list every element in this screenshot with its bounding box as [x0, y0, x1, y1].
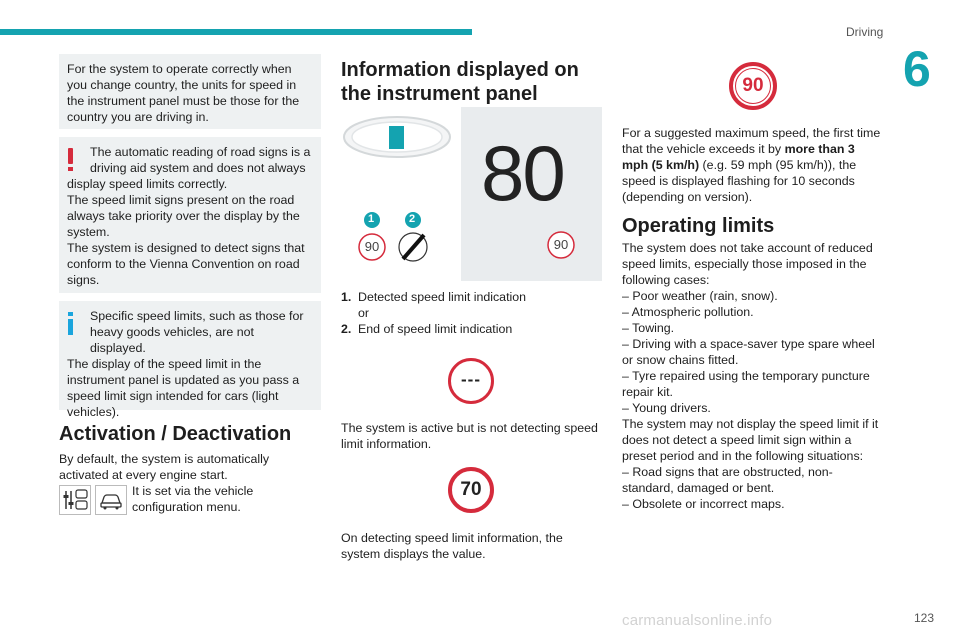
marker-1: 1	[368, 213, 375, 225]
inactive-text: The system is active but is not detecting speed limit information.	[341, 421, 598, 451]
config-paragraph	[132, 483, 322, 515]
chapter-number: 6	[903, 41, 931, 97]
list-item: – Towing.	[622, 321, 675, 335]
list-item: – Tyre repaired using the temporary puncture repair kit.	[622, 369, 870, 399]
cluster-speed-value: 80	[481, 129, 564, 217]
list-item: – Young drivers.	[622, 401, 711, 415]
config-text: It is set via the vehicle configuration menu.	[132, 484, 254, 514]
no-speed-sign-icon: ---	[448, 358, 494, 404]
marker-2: 2	[409, 213, 416, 225]
list-item: – Obsolete or incorrect maps.	[622, 497, 785, 511]
warning-line: display speed limits correctly.	[67, 177, 228, 191]
speed-sign-90-icon: 90	[729, 62, 777, 110]
legend-list	[341, 289, 526, 337]
detecting-paragraph	[341, 530, 603, 562]
speed-sign-left-value: 90	[364, 239, 380, 254]
watermark: carmanualsonline.info	[622, 612, 773, 629]
warning-line: The system is designed to detect signs that conform to the Vienna Convention on road signs.	[67, 241, 305, 287]
list-item: – Driving with a space-saver type spare wheel or snow chains fitted.	[622, 337, 875, 367]
operating-limits-text: The system does not take account of reduced speed limits, especially those imposed in the following cases: – Poor weather (rain, snow). – Atmospheric pollution. – Towing. – Driving with a space-saver type spare wheel or snow chains fitted. – Tyre repaired using the temporary puncture repair kit. – Young drivers. The system may not display the speed limit if it does not detect a speed limit sign within a preset period and in the following situations: – Road signs that are obstructed, non-standard, damaged or bent. – Obsolete or incorrect maps.	[622, 240, 884, 512]
operating-limits-heading: Operating limits	[622, 215, 775, 237]
warning-box	[59, 137, 321, 293]
info-display-heading: Information displayed on the instrument panel	[341, 59, 579, 105]
settings-menu-icon	[59, 485, 91, 515]
warning-line: The speed limit signs present on the road always take priority over the display by the system.	[67, 193, 300, 239]
warning-line: The automatic reading of road signs is a	[90, 145, 311, 159]
list-item: 2. End of speed limit indication	[341, 322, 513, 336]
note-box	[59, 54, 321, 129]
list-item: – Road signs that are obstructed, non-standard, damaged or bent.	[622, 465, 833, 495]
inactive-paragraph	[341, 420, 603, 452]
list-item: 1. Detected speed limit indication	[341, 290, 527, 304]
threshold-value: more than 3 mph (5 km/h)	[622, 142, 855, 172]
info-icon	[68, 312, 73, 335]
activation-text: By default, the system is automatically activated at every engine start.	[59, 452, 270, 482]
detecting-text: On detecting speed limit information, the system displays the value.	[341, 531, 563, 561]
activation-paragraph	[59, 451, 321, 483]
info-line: The display of the speed limit in the instrument panel is updated as you pass a speed limit sign intended for cars (light vehicles).	[67, 357, 300, 419]
suggested-speed-paragraph: For a suggested maximum speed, the first time that the vehicle exceeds it by more than 3 mph (5 km/h) (e.g. 59 mph (95 km/h)), the speed is displayed flashing for 10 seconds (depending on version).	[622, 126, 881, 204]
list-item: – Poor weather (rain, snow).	[622, 289, 778, 303]
list-item: – Atmospheric pollution.	[622, 305, 754, 319]
info-line: heavy goods vehicles, are not displayed.	[90, 325, 254, 355]
speed-sign-right-value: 90	[553, 237, 569, 252]
header-accent-bar	[0, 29, 472, 35]
speed-gauge-icon	[341, 107, 461, 281]
warning-icon	[68, 148, 73, 171]
list-item: or	[358, 306, 370, 320]
warning-line: driving aid system and does not always	[90, 161, 306, 175]
note-text: For the system to operate correctly when you change country, the units for speed in the instrument panel must be those for the country you are driving in.	[67, 62, 300, 124]
info-line: Specific speed limits, such as those for	[90, 309, 304, 323]
page-number: 123	[914, 611, 935, 625]
activation-heading: Activation / Deactivation	[59, 423, 292, 445]
vehicle-config-icon	[95, 485, 127, 515]
section-name: Driving	[846, 25, 884, 39]
speed-sign-70-icon: 70	[448, 467, 494, 513]
info-box	[59, 301, 321, 419]
